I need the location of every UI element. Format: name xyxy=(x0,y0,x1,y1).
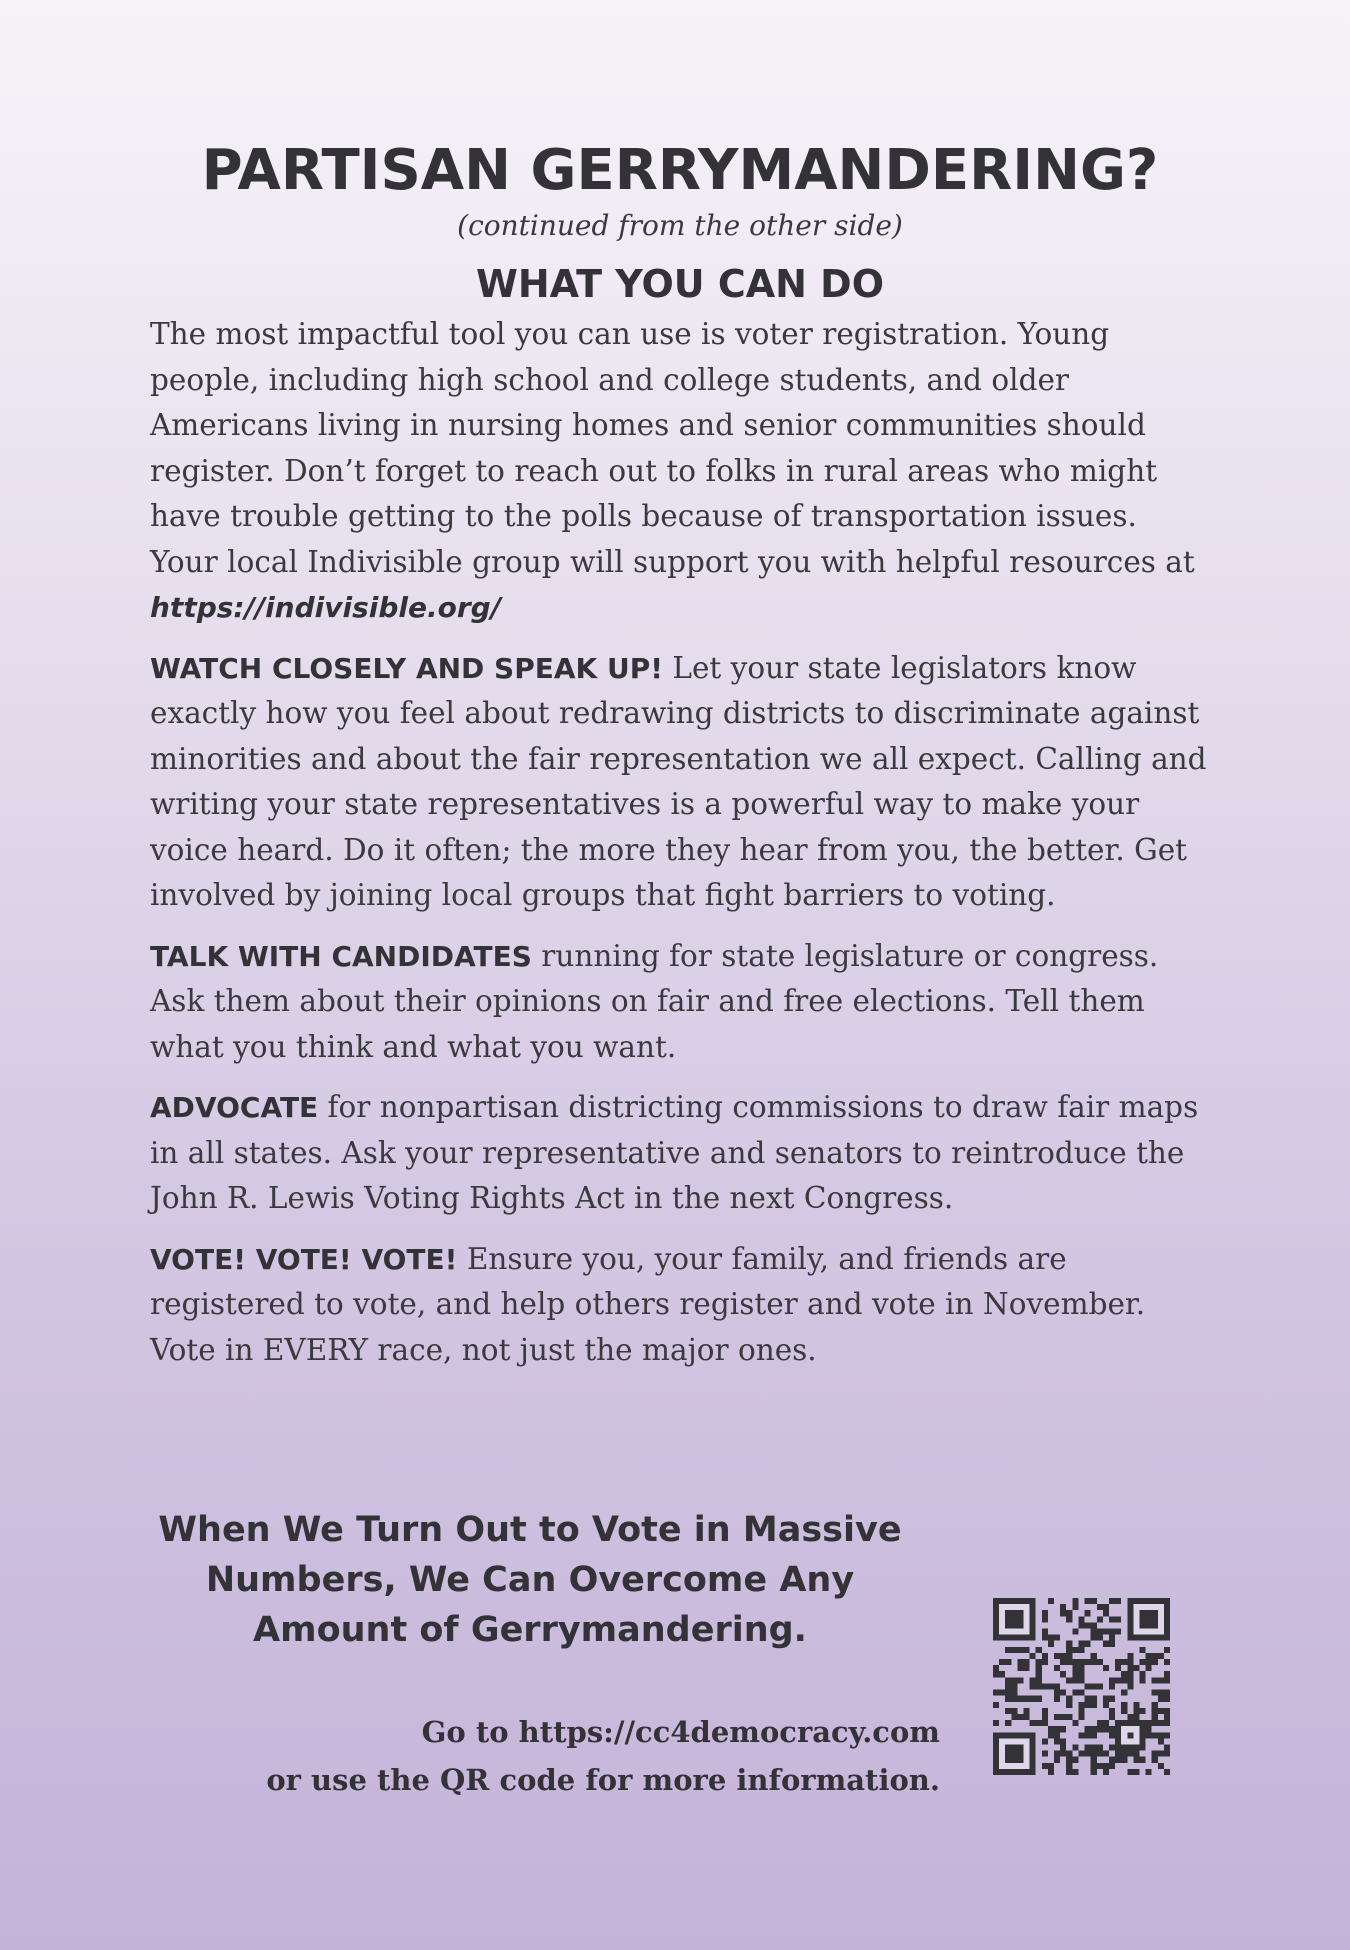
paragraph-text: Ensure you, your family, and friends are registered to vote, and help others register and vote in November. Vote in EVERY race, not just the major ones. xyxy=(150,1241,1146,1367)
paragraph-lead: ADVOCATE xyxy=(150,1091,319,1124)
advocate-paragraph xyxy=(150,1085,1210,1222)
website-line[interactable]: Go to https://cc4democracy.com xyxy=(421,1715,940,1749)
intro-paragraph xyxy=(150,312,1210,631)
paragraph-text: running for state legislature or congress. Ask them about their opinions on fair and free elections. Tell them what you think and what you want. xyxy=(150,938,1159,1064)
indivisible-link[interactable]: https://indivisible.org/ xyxy=(150,591,501,624)
watch-closely-paragraph xyxy=(150,646,1210,919)
more-info xyxy=(150,1708,940,1804)
flyer-body xyxy=(150,138,1210,1373)
qr-instructions-line: or use the QR code for more information. xyxy=(266,1763,940,1797)
talk-candidates-paragraph xyxy=(150,934,1210,1071)
tagline: When We Turn Out to Vote in Massive Numbers, We Can Overcome Any Amount of Gerrymandering. xyxy=(158,1510,902,1650)
paragraph-text: for nonpartisan districting commissions to draw fair maps in all states. Ask your representative and senators to reintroduce the John R. Lewis Voting Rights Act in the next Congress. xyxy=(150,1090,1199,1215)
paragraph-lead: VOTE! VOTE! VOTE! xyxy=(150,1242,458,1276)
paragraph-lead: WATCH CLOSELY AND SPEAK UP! xyxy=(150,651,663,685)
vote-paragraph xyxy=(150,1237,1210,1374)
qr-code-icon[interactable] xyxy=(993,1598,1170,1775)
intro-text: The most impactful tool you can use is voter registration. Young people, including high school and college students, and older Americans living in nursing homes and senior communities should register. Don’t forget to reach out to folks in rural areas who might have trouble getting to the polls because of transportation issues. Your local Indivisible group will support you with helpful resources at xyxy=(150,317,1195,579)
paragraph-lead: TALK WITH CANDIDATES xyxy=(150,939,532,973)
section-heading: WHAT YOU CAN DO xyxy=(475,262,885,306)
continued-note: (continued from the other side) xyxy=(457,209,903,242)
paragraph-text: Let your state legislators know exactly how you feel about redrawing districts to discriminate against minorities and about the fair representation we all expect. Calling and writing your state representatives is a powerful way to make your voice heard. Do it often; the more they hear from you, the better. Get involved by joining local groups that fight barriers to voting. xyxy=(150,650,1207,912)
page-title: PARTISAN GERRYMANDERING? xyxy=(201,138,1159,203)
